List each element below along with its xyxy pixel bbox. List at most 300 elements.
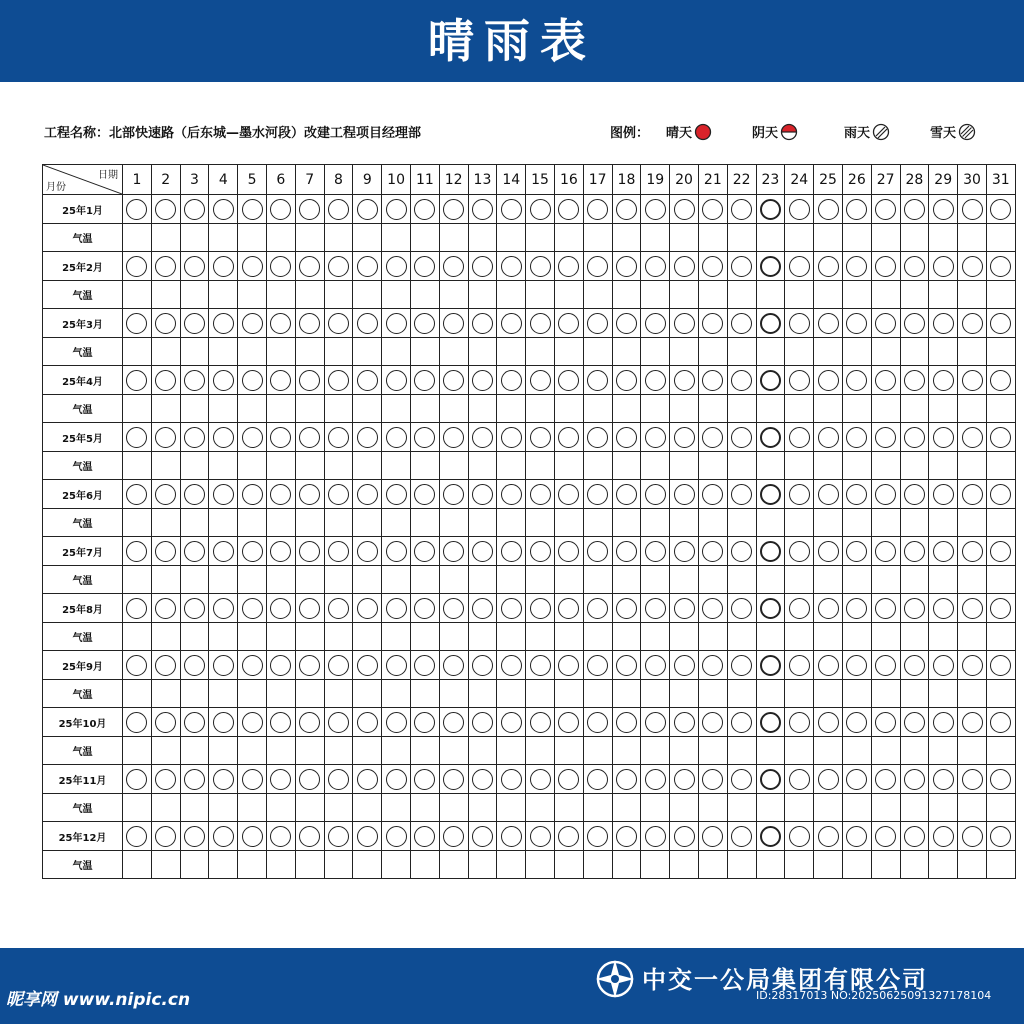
weather-cell[interactable] [439, 708, 468, 737]
weather-circle-icon[interactable] [933, 712, 954, 733]
weather-circle-icon[interactable] [270, 655, 291, 676]
weather-cell[interactable] [266, 309, 295, 338]
weather-circle-icon[interactable] [818, 826, 839, 847]
temperature-cell[interactable] [554, 737, 583, 765]
weather-circle-icon[interactable] [760, 769, 781, 790]
weather-circle-icon[interactable] [616, 826, 637, 847]
temperature-cell[interactable] [526, 452, 555, 480]
weather-circle-icon[interactable] [760, 655, 781, 676]
weather-circle-icon[interactable] [702, 769, 723, 790]
temperature-cell[interactable] [583, 395, 612, 423]
temperature-cell[interactable] [756, 509, 785, 537]
weather-cell[interactable] [785, 195, 814, 224]
weather-circle-icon[interactable] [530, 712, 551, 733]
weather-circle-icon[interactable] [674, 199, 695, 220]
temperature-cell[interactable] [353, 566, 382, 594]
temperature-cell[interactable] [324, 395, 353, 423]
weather-cell[interactable] [583, 822, 612, 851]
weather-circle-icon[interactable] [414, 313, 435, 334]
temperature-cell[interactable] [958, 680, 987, 708]
temperature-cell[interactable] [209, 395, 238, 423]
weather-cell[interactable] [670, 252, 699, 281]
weather-cell[interactable] [324, 309, 353, 338]
weather-circle-icon[interactable] [328, 256, 349, 277]
temperature-cell[interactable] [929, 452, 958, 480]
weather-circle-icon[interactable] [299, 598, 320, 619]
weather-circle-icon[interactable] [501, 712, 522, 733]
weather-cell[interactable] [727, 765, 756, 794]
weather-circle-icon[interactable] [270, 541, 291, 562]
weather-cell[interactable] [209, 309, 238, 338]
weather-cell[interactable] [756, 651, 785, 680]
weather-cell[interactable] [410, 651, 439, 680]
weather-cell[interactable] [756, 708, 785, 737]
weather-cell[interactable] [209, 651, 238, 680]
weather-cell[interactable] [151, 708, 180, 737]
weather-cell[interactable] [958, 651, 987, 680]
weather-circle-icon[interactable] [674, 598, 695, 619]
temperature-cell[interactable] [526, 566, 555, 594]
temperature-cell[interactable] [526, 794, 555, 822]
weather-cell[interactable] [871, 708, 900, 737]
weather-cell[interactable] [123, 423, 152, 452]
temperature-cell[interactable] [583, 566, 612, 594]
temperature-cell[interactable] [123, 509, 152, 537]
temperature-cell[interactable] [497, 338, 526, 366]
weather-circle-icon[interactable] [645, 199, 666, 220]
weather-cell[interactable] [871, 537, 900, 566]
weather-circle-icon[interactable] [846, 712, 867, 733]
weather-circle-icon[interactable] [587, 427, 608, 448]
weather-circle-icon[interactable] [933, 370, 954, 391]
temperature-cell[interactable] [871, 566, 900, 594]
weather-circle-icon[interactable] [645, 769, 666, 790]
weather-circle-icon[interactable] [990, 484, 1011, 505]
temperature-cell[interactable] [123, 794, 152, 822]
weather-circle-icon[interactable] [414, 541, 435, 562]
temperature-cell[interactable] [785, 338, 814, 366]
weather-circle-icon[interactable] [904, 313, 925, 334]
temperature-cell[interactable] [497, 281, 526, 309]
weather-circle-icon[interactable] [328, 541, 349, 562]
weather-circle-icon[interactable] [818, 370, 839, 391]
temperature-cell[interactable] [468, 338, 497, 366]
temperature-cell[interactable] [439, 680, 468, 708]
temperature-cell[interactable] [986, 623, 1015, 651]
weather-circle-icon[interactable] [904, 256, 925, 277]
weather-cell[interactable] [324, 252, 353, 281]
weather-cell[interactable] [929, 537, 958, 566]
weather-circle-icon[interactable] [962, 199, 983, 220]
weather-cell[interactable] [929, 651, 958, 680]
weather-cell[interactable] [554, 537, 583, 566]
temperature-cell[interactable] [382, 281, 411, 309]
temperature-cell[interactable] [670, 851, 699, 879]
weather-circle-icon[interactable] [645, 712, 666, 733]
weather-cell[interactable] [583, 594, 612, 623]
weather-cell[interactable] [756, 309, 785, 338]
weather-cell[interactable] [238, 537, 267, 566]
temperature-cell[interactable] [180, 566, 209, 594]
temperature-cell[interactable] [123, 452, 152, 480]
temperature-cell[interactable] [814, 509, 843, 537]
weather-circle-icon[interactable] [789, 313, 810, 334]
weather-cell[interactable] [698, 594, 727, 623]
weather-cell[interactable] [612, 822, 641, 851]
weather-circle-icon[interactable] [242, 256, 263, 277]
weather-cell[interactable] [382, 822, 411, 851]
temperature-cell[interactable] [497, 395, 526, 423]
temperature-cell[interactable] [612, 224, 641, 252]
temperature-cell[interactable] [929, 338, 958, 366]
weather-cell[interactable] [612, 423, 641, 452]
weather-circle-icon[interactable] [587, 541, 608, 562]
temperature-cell[interactable] [670, 281, 699, 309]
weather-circle-icon[interactable] [904, 769, 925, 790]
temperature-cell[interactable] [670, 680, 699, 708]
weather-cell[interactable] [468, 366, 497, 395]
weather-cell[interactable] [324, 708, 353, 737]
weather-cell[interactable] [295, 309, 324, 338]
weather-circle-icon[interactable] [558, 370, 579, 391]
weather-cell[interactable] [209, 537, 238, 566]
temperature-cell[interactable] [151, 623, 180, 651]
weather-cell[interactable] [526, 594, 555, 623]
temperature-cell[interactable] [958, 509, 987, 537]
weather-circle-icon[interactable] [731, 826, 752, 847]
weather-cell[interactable] [238, 195, 267, 224]
weather-circle-icon[interactable] [126, 712, 147, 733]
weather-circle-icon[interactable] [184, 769, 205, 790]
weather-cell[interactable] [180, 366, 209, 395]
weather-circle-icon[interactable] [875, 427, 896, 448]
weather-cell[interactable] [900, 822, 929, 851]
weather-cell[interactable] [554, 651, 583, 680]
weather-cell[interactable] [842, 309, 871, 338]
weather-cell[interactable] [814, 480, 843, 509]
temperature-cell[interactable] [324, 794, 353, 822]
weather-cell[interactable] [526, 366, 555, 395]
temperature-cell[interactable] [612, 794, 641, 822]
weather-circle-icon[interactable] [818, 598, 839, 619]
weather-cell[interactable] [814, 822, 843, 851]
weather-cell[interactable] [670, 480, 699, 509]
weather-circle-icon[interactable] [731, 769, 752, 790]
temperature-cell[interactable] [871, 851, 900, 879]
weather-cell[interactable] [353, 594, 382, 623]
weather-cell[interactable] [266, 252, 295, 281]
weather-circle-icon[interactable] [184, 256, 205, 277]
weather-circle-icon[interactable] [414, 826, 435, 847]
weather-circle-icon[interactable] [443, 769, 464, 790]
temperature-cell[interactable] [324, 566, 353, 594]
temperature-cell[interactable] [324, 281, 353, 309]
temperature-cell[interactable] [612, 737, 641, 765]
weather-circle-icon[interactable] [299, 427, 320, 448]
weather-circle-icon[interactable] [875, 256, 896, 277]
weather-cell[interactable] [583, 366, 612, 395]
weather-cell[interactable] [554, 366, 583, 395]
weather-circle-icon[interactable] [702, 427, 723, 448]
temperature-cell[interactable] [468, 794, 497, 822]
weather-circle-icon[interactable] [126, 484, 147, 505]
weather-cell[interactable] [958, 537, 987, 566]
temperature-cell[interactable] [929, 680, 958, 708]
weather-cell[interactable] [986, 651, 1015, 680]
weather-circle-icon[interactable] [702, 199, 723, 220]
weather-circle-icon[interactable] [645, 598, 666, 619]
temperature-cell[interactable] [929, 395, 958, 423]
temperature-cell[interactable] [324, 737, 353, 765]
weather-circle-icon[interactable] [587, 712, 608, 733]
weather-circle-icon[interactable] [818, 655, 839, 676]
temperature-cell[interactable] [353, 509, 382, 537]
weather-cell[interactable] [670, 423, 699, 452]
weather-cell[interactable] [583, 651, 612, 680]
weather-circle-icon[interactable] [789, 541, 810, 562]
weather-cell[interactable] [958, 822, 987, 851]
weather-cell[interactable] [698, 195, 727, 224]
temperature-cell[interactable] [670, 452, 699, 480]
temperature-cell[interactable] [641, 623, 670, 651]
weather-cell[interactable] [382, 423, 411, 452]
weather-circle-icon[interactable] [443, 484, 464, 505]
temperature-cell[interactable] [727, 680, 756, 708]
weather-cell[interactable] [871, 822, 900, 851]
temperature-cell[interactable] [554, 680, 583, 708]
temperature-cell[interactable] [670, 224, 699, 252]
temperature-cell[interactable] [814, 623, 843, 651]
temperature-cell[interactable] [382, 794, 411, 822]
weather-cell[interactable] [900, 480, 929, 509]
weather-circle-icon[interactable] [126, 370, 147, 391]
weather-cell[interactable] [123, 537, 152, 566]
weather-cell[interactable] [814, 195, 843, 224]
weather-cell[interactable] [295, 195, 324, 224]
weather-cell[interactable] [526, 822, 555, 851]
weather-circle-icon[interactable] [760, 541, 781, 562]
weather-circle-icon[interactable] [875, 541, 896, 562]
temperature-cell[interactable] [756, 680, 785, 708]
temperature-cell[interactable] [670, 794, 699, 822]
weather-circle-icon[interactable] [414, 655, 435, 676]
weather-circle-icon[interactable] [530, 769, 551, 790]
weather-circle-icon[interactable] [155, 427, 176, 448]
weather-circle-icon[interactable] [357, 256, 378, 277]
weather-cell[interactable] [382, 594, 411, 623]
weather-cell[interactable] [382, 651, 411, 680]
weather-cell[interactable] [468, 423, 497, 452]
weather-circle-icon[interactable] [386, 199, 407, 220]
weather-cell[interactable] [526, 765, 555, 794]
temperature-cell[interactable] [756, 566, 785, 594]
temperature-cell[interactable] [382, 737, 411, 765]
temperature-cell[interactable] [295, 623, 324, 651]
temperature-cell[interactable] [641, 737, 670, 765]
weather-cell[interactable] [151, 822, 180, 851]
weather-circle-icon[interactable] [904, 484, 925, 505]
weather-circle-icon[interactable] [299, 655, 320, 676]
weather-cell[interactable] [641, 594, 670, 623]
weather-cell[interactable] [670, 309, 699, 338]
weather-cell[interactable] [756, 423, 785, 452]
weather-cell[interactable] [698, 765, 727, 794]
weather-cell[interactable] [698, 309, 727, 338]
temperature-cell[interactable] [123, 566, 152, 594]
weather-circle-icon[interactable] [558, 199, 579, 220]
temperature-cell[interactable] [324, 452, 353, 480]
weather-circle-icon[interactable] [501, 256, 522, 277]
weather-cell[interactable] [266, 651, 295, 680]
weather-cell[interactable] [785, 651, 814, 680]
weather-cell[interactable] [871, 765, 900, 794]
temperature-cell[interactable] [814, 851, 843, 879]
weather-circle-icon[interactable] [846, 769, 867, 790]
temperature-cell[interactable] [180, 680, 209, 708]
weather-circle-icon[interactable] [818, 769, 839, 790]
temperature-cell[interactable] [266, 737, 295, 765]
weather-circle-icon[interactable] [126, 826, 147, 847]
weather-circle-icon[interactable] [472, 598, 493, 619]
weather-cell[interactable] [353, 366, 382, 395]
weather-circle-icon[interactable] [501, 598, 522, 619]
weather-cell[interactable] [324, 480, 353, 509]
weather-cell[interactable] [497, 195, 526, 224]
weather-cell[interactable] [209, 252, 238, 281]
temperature-cell[interactable] [785, 224, 814, 252]
weather-circle-icon[interactable] [213, 826, 234, 847]
temperature-cell[interactable] [151, 794, 180, 822]
weather-cell[interactable] [468, 708, 497, 737]
weather-cell[interactable] [123, 708, 152, 737]
weather-circle-icon[interactable] [443, 826, 464, 847]
weather-cell[interactable] [497, 309, 526, 338]
weather-circle-icon[interactable] [126, 541, 147, 562]
weather-cell[interactable] [929, 594, 958, 623]
temperature-cell[interactable] [612, 623, 641, 651]
weather-circle-icon[interactable] [962, 313, 983, 334]
weather-cell[interactable] [670, 195, 699, 224]
weather-cell[interactable] [727, 822, 756, 851]
weather-circle-icon[interactable] [933, 199, 954, 220]
weather-cell[interactable] [698, 423, 727, 452]
weather-circle-icon[interactable] [270, 427, 291, 448]
temperature-cell[interactable] [266, 395, 295, 423]
weather-cell[interactable] [814, 537, 843, 566]
weather-circle-icon[interactable] [904, 199, 925, 220]
temperature-cell[interactable] [295, 566, 324, 594]
weather-circle-icon[interactable] [674, 769, 695, 790]
weather-cell[interactable] [958, 594, 987, 623]
weather-cell[interactable] [986, 822, 1015, 851]
weather-circle-icon[interactable] [242, 313, 263, 334]
temperature-cell[interactable] [439, 281, 468, 309]
weather-cell[interactable] [785, 423, 814, 452]
weather-circle-icon[interactable] [875, 712, 896, 733]
weather-circle-icon[interactable] [760, 199, 781, 220]
weather-cell[interactable] [900, 594, 929, 623]
temperature-cell[interactable] [266, 281, 295, 309]
temperature-cell[interactable] [900, 452, 929, 480]
weather-cell[interactable] [439, 366, 468, 395]
weather-cell[interactable] [583, 309, 612, 338]
weather-circle-icon[interactable] [501, 199, 522, 220]
weather-circle-icon[interactable] [558, 427, 579, 448]
temperature-cell[interactable] [439, 566, 468, 594]
weather-cell[interactable] [497, 822, 526, 851]
temperature-cell[interactable] [842, 338, 871, 366]
weather-cell[interactable] [180, 309, 209, 338]
weather-circle-icon[interactable] [904, 598, 925, 619]
weather-cell[interactable] [180, 822, 209, 851]
weather-circle-icon[interactable] [155, 655, 176, 676]
weather-cell[interactable] [814, 708, 843, 737]
temperature-cell[interactable] [785, 452, 814, 480]
temperature-cell[interactable] [266, 509, 295, 537]
temperature-cell[interactable] [180, 737, 209, 765]
temperature-cell[interactable] [612, 395, 641, 423]
temperature-cell[interactable] [612, 281, 641, 309]
weather-cell[interactable] [871, 366, 900, 395]
weather-circle-icon[interactable] [933, 541, 954, 562]
weather-circle-icon[interactable] [962, 484, 983, 505]
temperature-cell[interactable] [641, 509, 670, 537]
weather-cell[interactable] [526, 252, 555, 281]
weather-circle-icon[interactable] [472, 655, 493, 676]
weather-cell[interactable] [785, 594, 814, 623]
weather-cell[interactable] [238, 366, 267, 395]
temperature-cell[interactable] [641, 566, 670, 594]
temperature-cell[interactable] [382, 452, 411, 480]
temperature-cell[interactable] [238, 281, 267, 309]
weather-circle-icon[interactable] [357, 484, 378, 505]
weather-cell[interactable] [295, 366, 324, 395]
temperature-cell[interactable] [554, 281, 583, 309]
temperature-cell[interactable] [871, 224, 900, 252]
weather-cell[interactable] [353, 423, 382, 452]
weather-cell[interactable] [612, 594, 641, 623]
weather-circle-icon[interactable] [443, 655, 464, 676]
temperature-cell[interactable] [410, 566, 439, 594]
temperature-cell[interactable] [612, 566, 641, 594]
weather-circle-icon[interactable] [558, 598, 579, 619]
weather-circle-icon[interactable] [645, 427, 666, 448]
weather-circle-icon[interactable] [242, 769, 263, 790]
weather-circle-icon[interactable] [990, 370, 1011, 391]
weather-cell[interactable] [871, 651, 900, 680]
weather-cell[interactable] [986, 195, 1015, 224]
weather-cell[interactable] [929, 309, 958, 338]
weather-circle-icon[interactable] [904, 541, 925, 562]
weather-circle-icon[interactable] [414, 256, 435, 277]
weather-circle-icon[interactable] [530, 826, 551, 847]
weather-cell[interactable] [439, 537, 468, 566]
weather-cell[interactable] [900, 252, 929, 281]
weather-circle-icon[interactable] [328, 313, 349, 334]
temperature-cell[interactable] [871, 623, 900, 651]
weather-circle-icon[interactable] [702, 370, 723, 391]
weather-circle-icon[interactable] [328, 427, 349, 448]
weather-cell[interactable] [151, 309, 180, 338]
weather-cell[interactable] [986, 252, 1015, 281]
weather-cell[interactable] [612, 366, 641, 395]
temperature-cell[interactable] [756, 737, 785, 765]
weather-cell[interactable] [958, 252, 987, 281]
temperature-cell[interactable] [410, 395, 439, 423]
temperature-cell[interactable] [382, 851, 411, 879]
weather-circle-icon[interactable] [242, 598, 263, 619]
temperature-cell[interactable] [266, 623, 295, 651]
